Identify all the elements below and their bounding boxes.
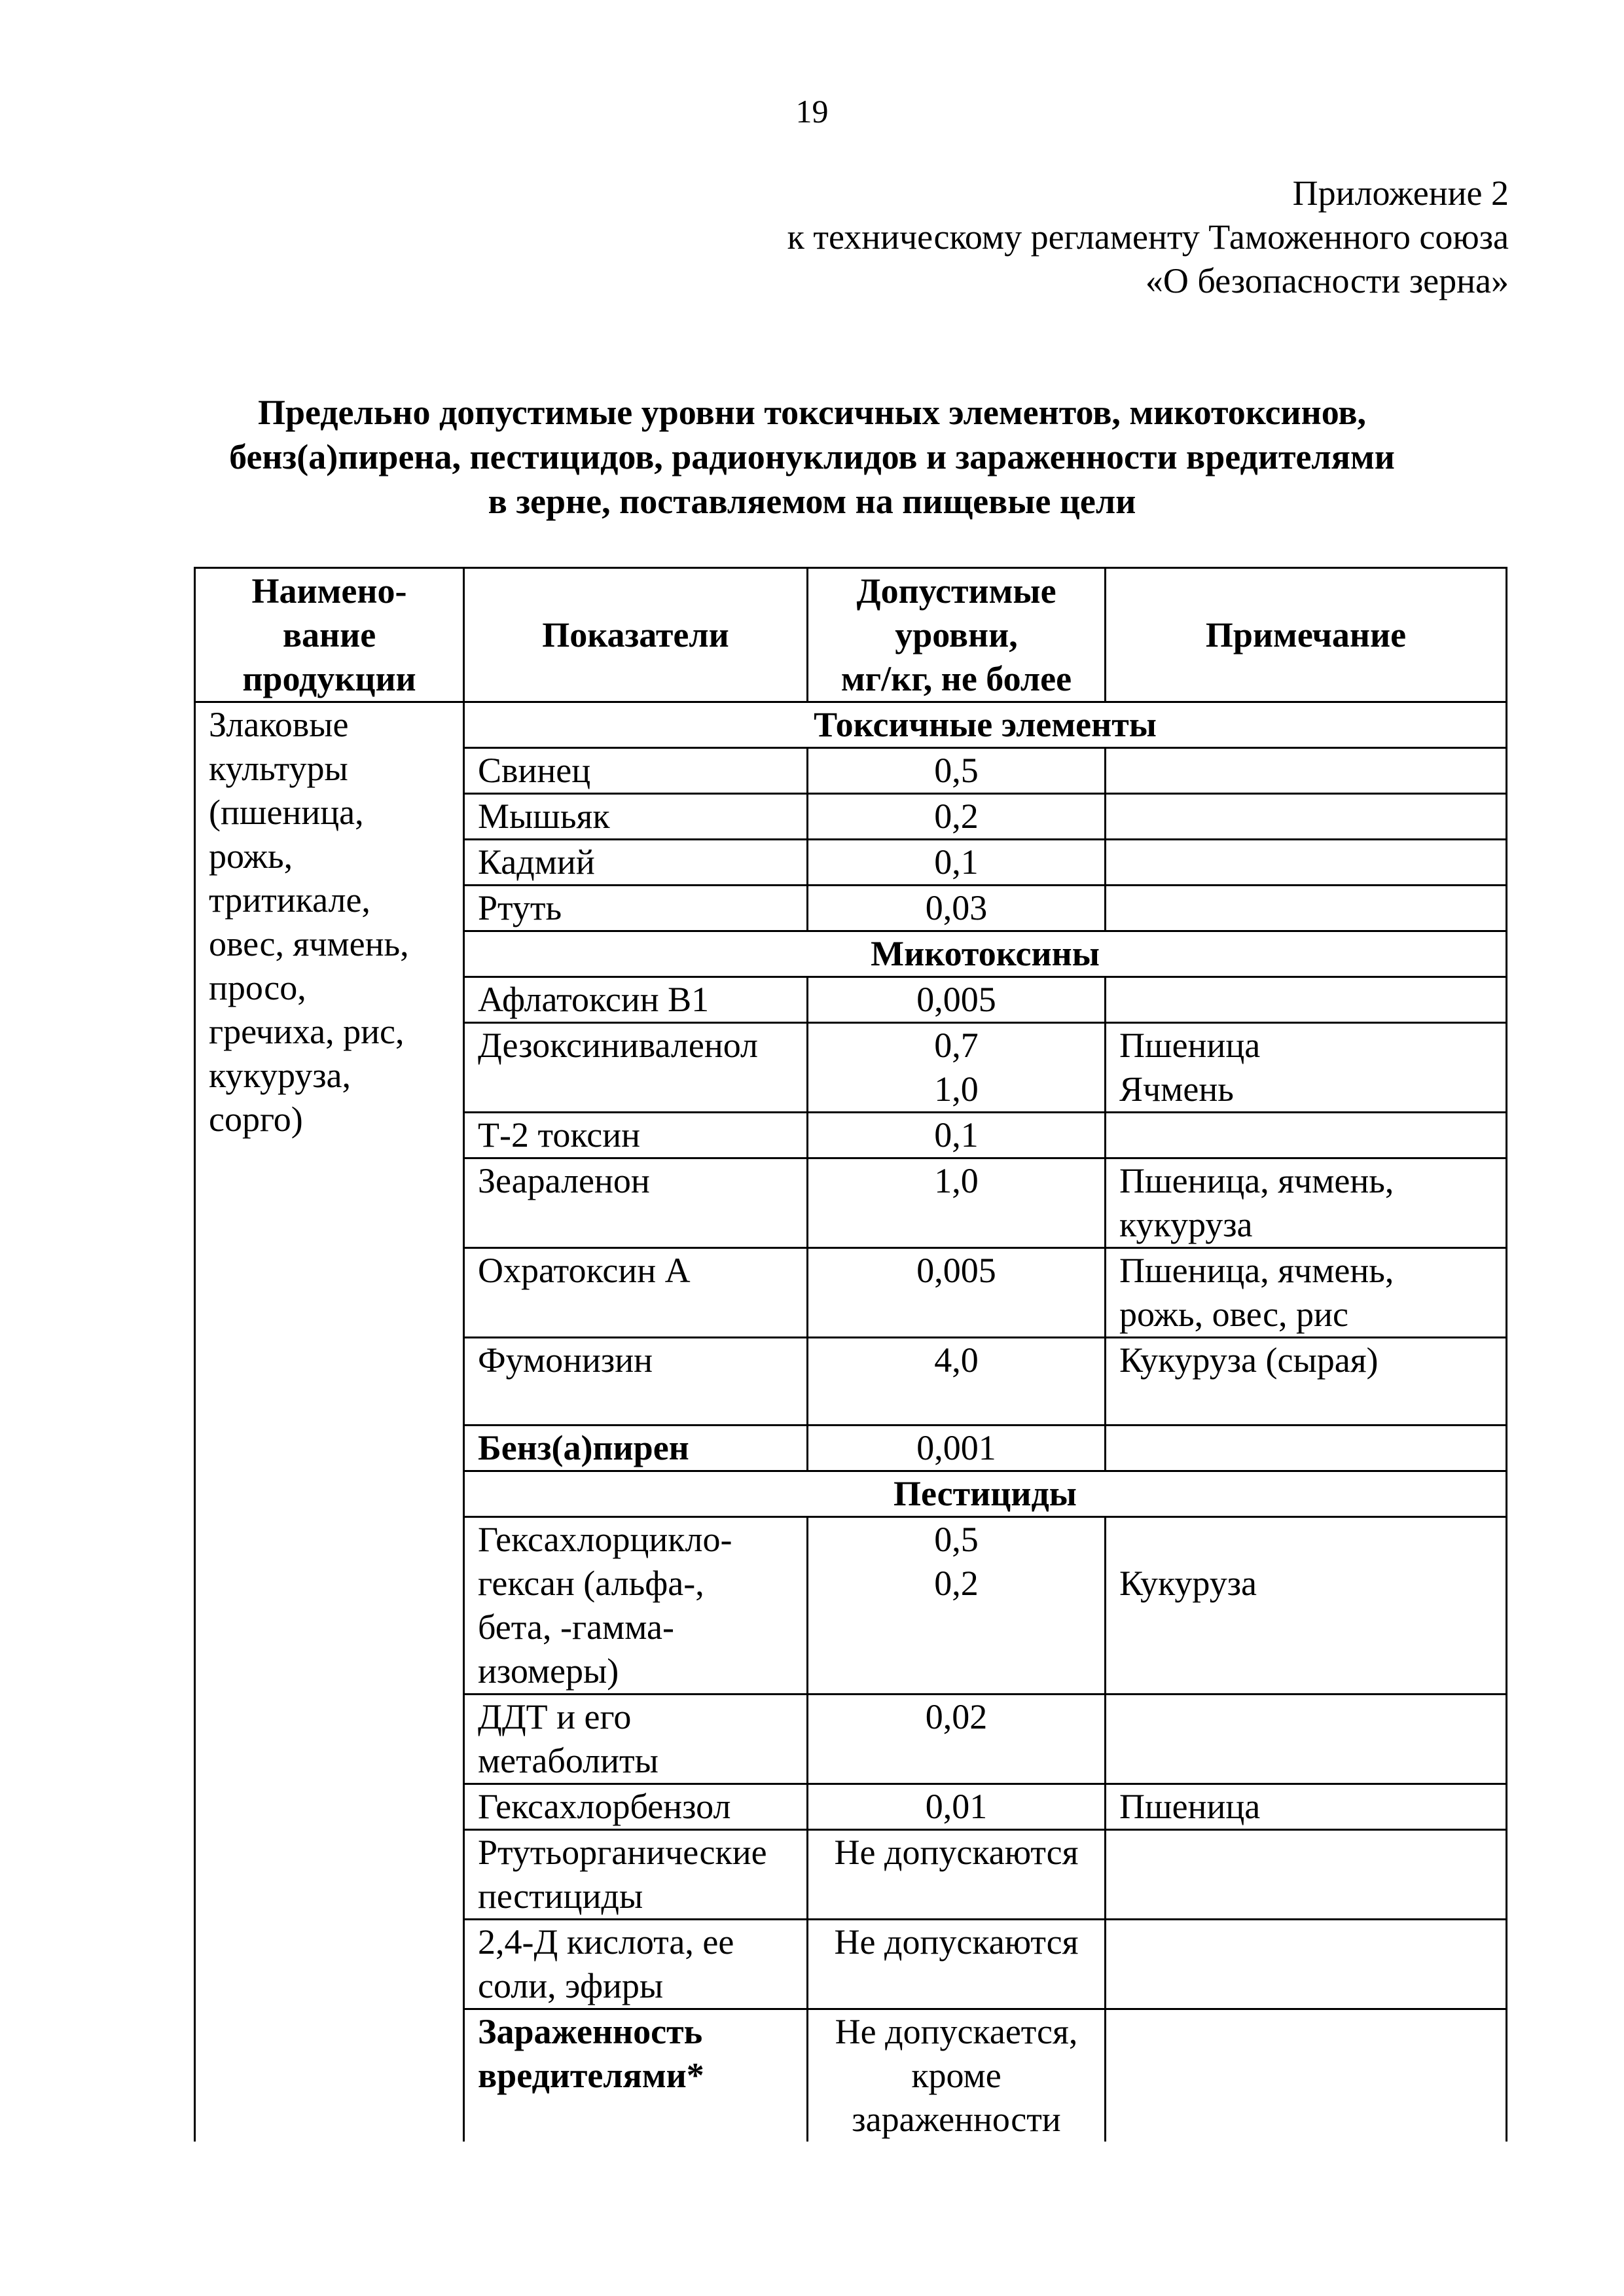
indicator-name: Т-2 токсин bbox=[464, 1113, 808, 1158]
level-value: 4,0 bbox=[808, 1338, 1106, 1426]
note-cell bbox=[1106, 748, 1507, 794]
appendix-line-1: Приложение 2 bbox=[1292, 173, 1509, 213]
indicator-name: Гексахлорцикло- гексан (альфа-, бета, -гамма- изомеры) bbox=[464, 1517, 808, 1695]
indicator-name: Ртуть bbox=[464, 886, 808, 931]
appendix-line-3: «О безопасности зерна» bbox=[1145, 261, 1509, 300]
note-cell bbox=[1106, 840, 1507, 886]
section-mycotoxins: Микотоксины bbox=[464, 931, 1507, 977]
note-cell: Кукуруза bbox=[1106, 1517, 1507, 1695]
note-cell bbox=[1106, 2009, 1507, 2142]
level-value: 0,1 bbox=[808, 840, 1106, 886]
level-value: Не допускаются bbox=[808, 1830, 1106, 1920]
note-cell bbox=[1106, 1113, 1507, 1158]
level-value: 0,02 bbox=[808, 1695, 1106, 1784]
level-value: Не допускается, кроме зараженности bbox=[808, 2009, 1106, 2142]
level-value: 0,2 bbox=[808, 794, 1106, 840]
appendix-reference bbox=[787, 171, 1509, 303]
note-cell: Пшеница, ячмень, кукуруза bbox=[1106, 1158, 1507, 1248]
note-cell: Пшеница bbox=[1106, 1784, 1507, 1830]
note-cell bbox=[1106, 1695, 1507, 1784]
note-cell bbox=[1106, 794, 1507, 840]
indicator-name: Ртутьорганические пестициды bbox=[464, 1830, 808, 1920]
note-cell bbox=[1106, 886, 1507, 931]
level-value: 0,005 bbox=[808, 1248, 1106, 1338]
header-level: Допустимые уровни, мг/кг, не более bbox=[808, 568, 1106, 702]
level-value: 0,03 bbox=[808, 886, 1106, 931]
indicator-name: Фумонизин bbox=[464, 1338, 808, 1426]
note-cell: Пшеница Ячмень bbox=[1106, 1023, 1507, 1113]
level-value: 0,005 bbox=[808, 977, 1106, 1023]
level-value: 0,01 bbox=[808, 1784, 1106, 1830]
note-cell: Кукуруза (сырая) bbox=[1106, 1338, 1507, 1426]
note-cell bbox=[1106, 1426, 1507, 1471]
title-line-1: Предельно допустимые уровни токсичных элементов, микотоксинов, bbox=[257, 393, 1367, 432]
document-title bbox=[0, 390, 1624, 524]
indicator-name: Свинец bbox=[464, 748, 808, 794]
note-cell bbox=[1106, 1830, 1507, 1920]
note-cell: Пшеница, ячмень, рожь, овес, рис bbox=[1106, 1248, 1507, 1338]
indicator-name: ДДТ и его метаболиты bbox=[464, 1695, 808, 1784]
indicator-name: Бенз(а)пирен bbox=[464, 1426, 808, 1471]
section-toxic-elements: Токсичные элементы bbox=[464, 702, 1507, 748]
indicator-name: 2,4-Д кислота, ее соли, эфиры bbox=[464, 1920, 808, 2009]
level-value: Не допускаются bbox=[808, 1920, 1106, 2009]
header-product: Наимено- вание продукции bbox=[195, 568, 464, 702]
limits-table bbox=[194, 567, 1507, 2142]
title-line-2: бенз(а)пирена, пестицидов, радионуклидов и зараженности вредителями bbox=[229, 437, 1395, 476]
table-header-row bbox=[195, 568, 1507, 702]
level-value: 0,7 1,0 bbox=[808, 1023, 1106, 1113]
indicator-name: Гексахлорбензол bbox=[464, 1784, 808, 1830]
indicator-name: Афлатоксин В1 bbox=[464, 977, 808, 1023]
level-value: 0,5 bbox=[808, 748, 1106, 794]
page-number: 19 bbox=[795, 93, 829, 130]
level-value: 1,0 bbox=[808, 1158, 1106, 1248]
note-cell bbox=[1106, 1920, 1507, 2009]
table-row bbox=[195, 702, 1507, 748]
level-value: 0,001 bbox=[808, 1426, 1106, 1471]
indicator-name: Дезоксиниваленол bbox=[464, 1023, 808, 1113]
indicator-name: Зеараленон bbox=[464, 1158, 808, 1248]
indicator-name: Охратоксин А bbox=[464, 1248, 808, 1338]
indicator-name: Мышьяк bbox=[464, 794, 808, 840]
header-indicator: Показатели bbox=[464, 568, 808, 702]
indicator-name: Кадмий bbox=[464, 840, 808, 886]
level-value: 0,1 bbox=[808, 1113, 1106, 1158]
level-value: 0,5 0,2 bbox=[808, 1517, 1106, 1695]
title-line-3: в зерне, поставляемом на пищевые цели bbox=[488, 482, 1136, 521]
section-pesticides: Пестициды bbox=[464, 1471, 1507, 1517]
note-cell bbox=[1106, 977, 1507, 1023]
header-note: Примечание bbox=[1106, 568, 1507, 702]
appendix-line-2: к техническому регламенту Таможенного союза bbox=[787, 217, 1509, 257]
indicator-name: Зараженность вредителями* bbox=[464, 2009, 808, 2142]
product-cell: Злаковые культуры (пшеница, рожь, тритикале, овес, ячмень, просо, гречиха, рис, кукуруза, сорго) bbox=[195, 702, 464, 2142]
